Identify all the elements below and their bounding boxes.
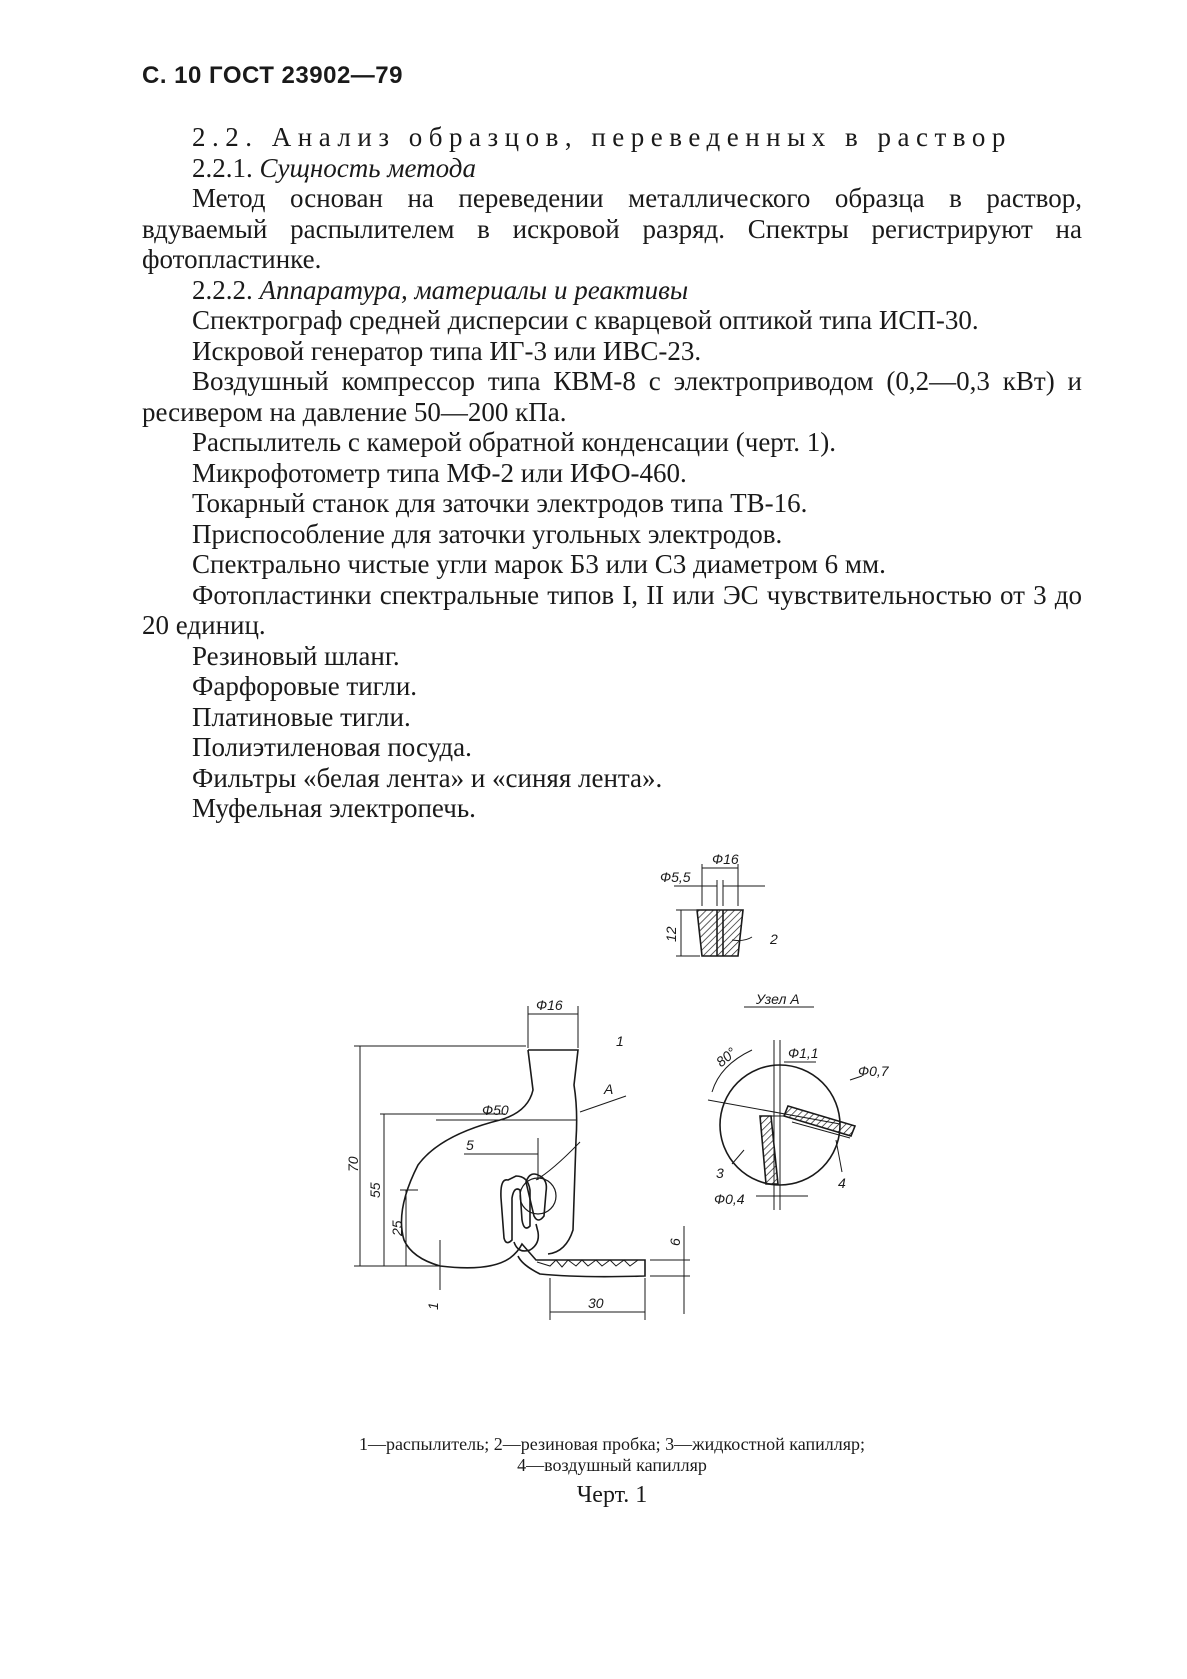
label-d07: Ф0,7 bbox=[858, 1063, 889, 1079]
label-d55: Ф5,5 bbox=[660, 869, 691, 885]
technical-drawing bbox=[340, 851, 1100, 1440]
label-h55: 55 bbox=[367, 1182, 383, 1198]
atomizer-drawing bbox=[340, 851, 1100, 1440]
label-angle80: 80° bbox=[712, 1044, 740, 1070]
equipment-item: Приспособление для заточки угольных электродов. bbox=[192, 518, 783, 549]
figure-caption bbox=[142, 1434, 1082, 1476]
label-w30: 30 bbox=[588, 1295, 604, 1311]
paragraph: Метод основан на переведении металлического образца в раствор, вдуваемый распылителем в искровой разряд. Спектры регистрируют на фотопластинке. bbox=[142, 183, 1082, 274]
document-body bbox=[142, 122, 1082, 824]
label-h6: 6 bbox=[667, 1238, 683, 1246]
page-header: С. 10 ГОСТ 23902—79 bbox=[142, 62, 403, 89]
equipment-item: Муфельная электропечь. bbox=[192, 793, 476, 823]
label-w5: 5 bbox=[466, 1137, 474, 1153]
subsection-heading bbox=[142, 275, 1082, 306]
label-item3: 3 bbox=[716, 1165, 724, 1181]
label-d04: Ф0,4 bbox=[714, 1191, 745, 1207]
label-item2: 2 bbox=[770, 931, 778, 947]
label-h25: 25 bbox=[389, 1220, 405, 1236]
equipment-item: Платиновые тигли. bbox=[192, 701, 411, 732]
equipment-item: Распылитель с камерой обратной конденсации (черт. 1). bbox=[192, 427, 836, 457]
label-h1: 1 bbox=[425, 1302, 441, 1310]
label-h12: 12 bbox=[663, 926, 679, 942]
label-d50: Ф50 bbox=[482, 1102, 509, 1118]
figure-number: Черт. 1 bbox=[576, 1482, 648, 1508]
equipment-item: Микрофотометр типа МФ-2 или ИФО-460. bbox=[192, 457, 687, 488]
subsection-number: 2.2.2. bbox=[192, 274, 253, 305]
equipment-item: Спектрограф средней дисперсии с кварцевой оптикой типа ИСП-30. bbox=[192, 305, 979, 335]
equipment-item: Фильтры «белая лента» и «синяя лента». bbox=[192, 762, 663, 793]
label-h70: 70 bbox=[345, 1156, 361, 1172]
equipment-item: Воздушный компрессор типа КВМ-8 с электроприводом (0,2—0,3 кВт) и ресивером на давление 50—200 кПа. bbox=[142, 366, 1082, 427]
label-d16-top: Ф16 bbox=[712, 851, 739, 867]
equipment-item: Фотопластинки спектральные типов I, II или ЭС чувствительностью от 3 до 20 единиц. bbox=[142, 579, 1082, 640]
equipment-item: Спектрально чистые угли марок Б3 или С3 диаметром 6 мм. bbox=[192, 549, 886, 579]
subsection-title: Аппаратура, материалы и реактивы bbox=[259, 274, 689, 305]
section-title: 2.2. Анализ образцов, переведенных в раствор bbox=[192, 122, 1012, 152]
label-detail-a: Узел А bbox=[756, 991, 800, 1007]
equipment-item: Искровой генератор типа ИГ-3 или ИВС-23. bbox=[192, 335, 702, 366]
subsection-number: 2.2.1. bbox=[192, 152, 253, 183]
label-d16-main: Ф16 bbox=[536, 997, 563, 1013]
main-dimensions bbox=[354, 1006, 690, 1320]
equipment-item: Токарный станок для заточки электродов типа ТВ-16. bbox=[192, 488, 808, 518]
equipment-item: Полиэтиленовая посуда. bbox=[192, 732, 472, 762]
equipment-item: Фарфоровые тигли. bbox=[192, 671, 418, 701]
caption-line: 4—воздушный капилляр bbox=[517, 1455, 707, 1475]
caption-line: 1—распылитель; 2—резиновая пробка; 3—жидкостной капилляр; bbox=[358, 1434, 866, 1454]
label-d11: Ф1,1 bbox=[788, 1045, 819, 1061]
subsection-heading bbox=[142, 153, 1082, 184]
equipment-item: Резиновый шланг. bbox=[192, 640, 400, 671]
label-item1: 1 bbox=[616, 1033, 624, 1049]
subsection-title: Сущность метода bbox=[259, 152, 476, 183]
label-mark-a: А bbox=[604, 1081, 614, 1097]
label-item4: 4 bbox=[838, 1175, 846, 1191]
